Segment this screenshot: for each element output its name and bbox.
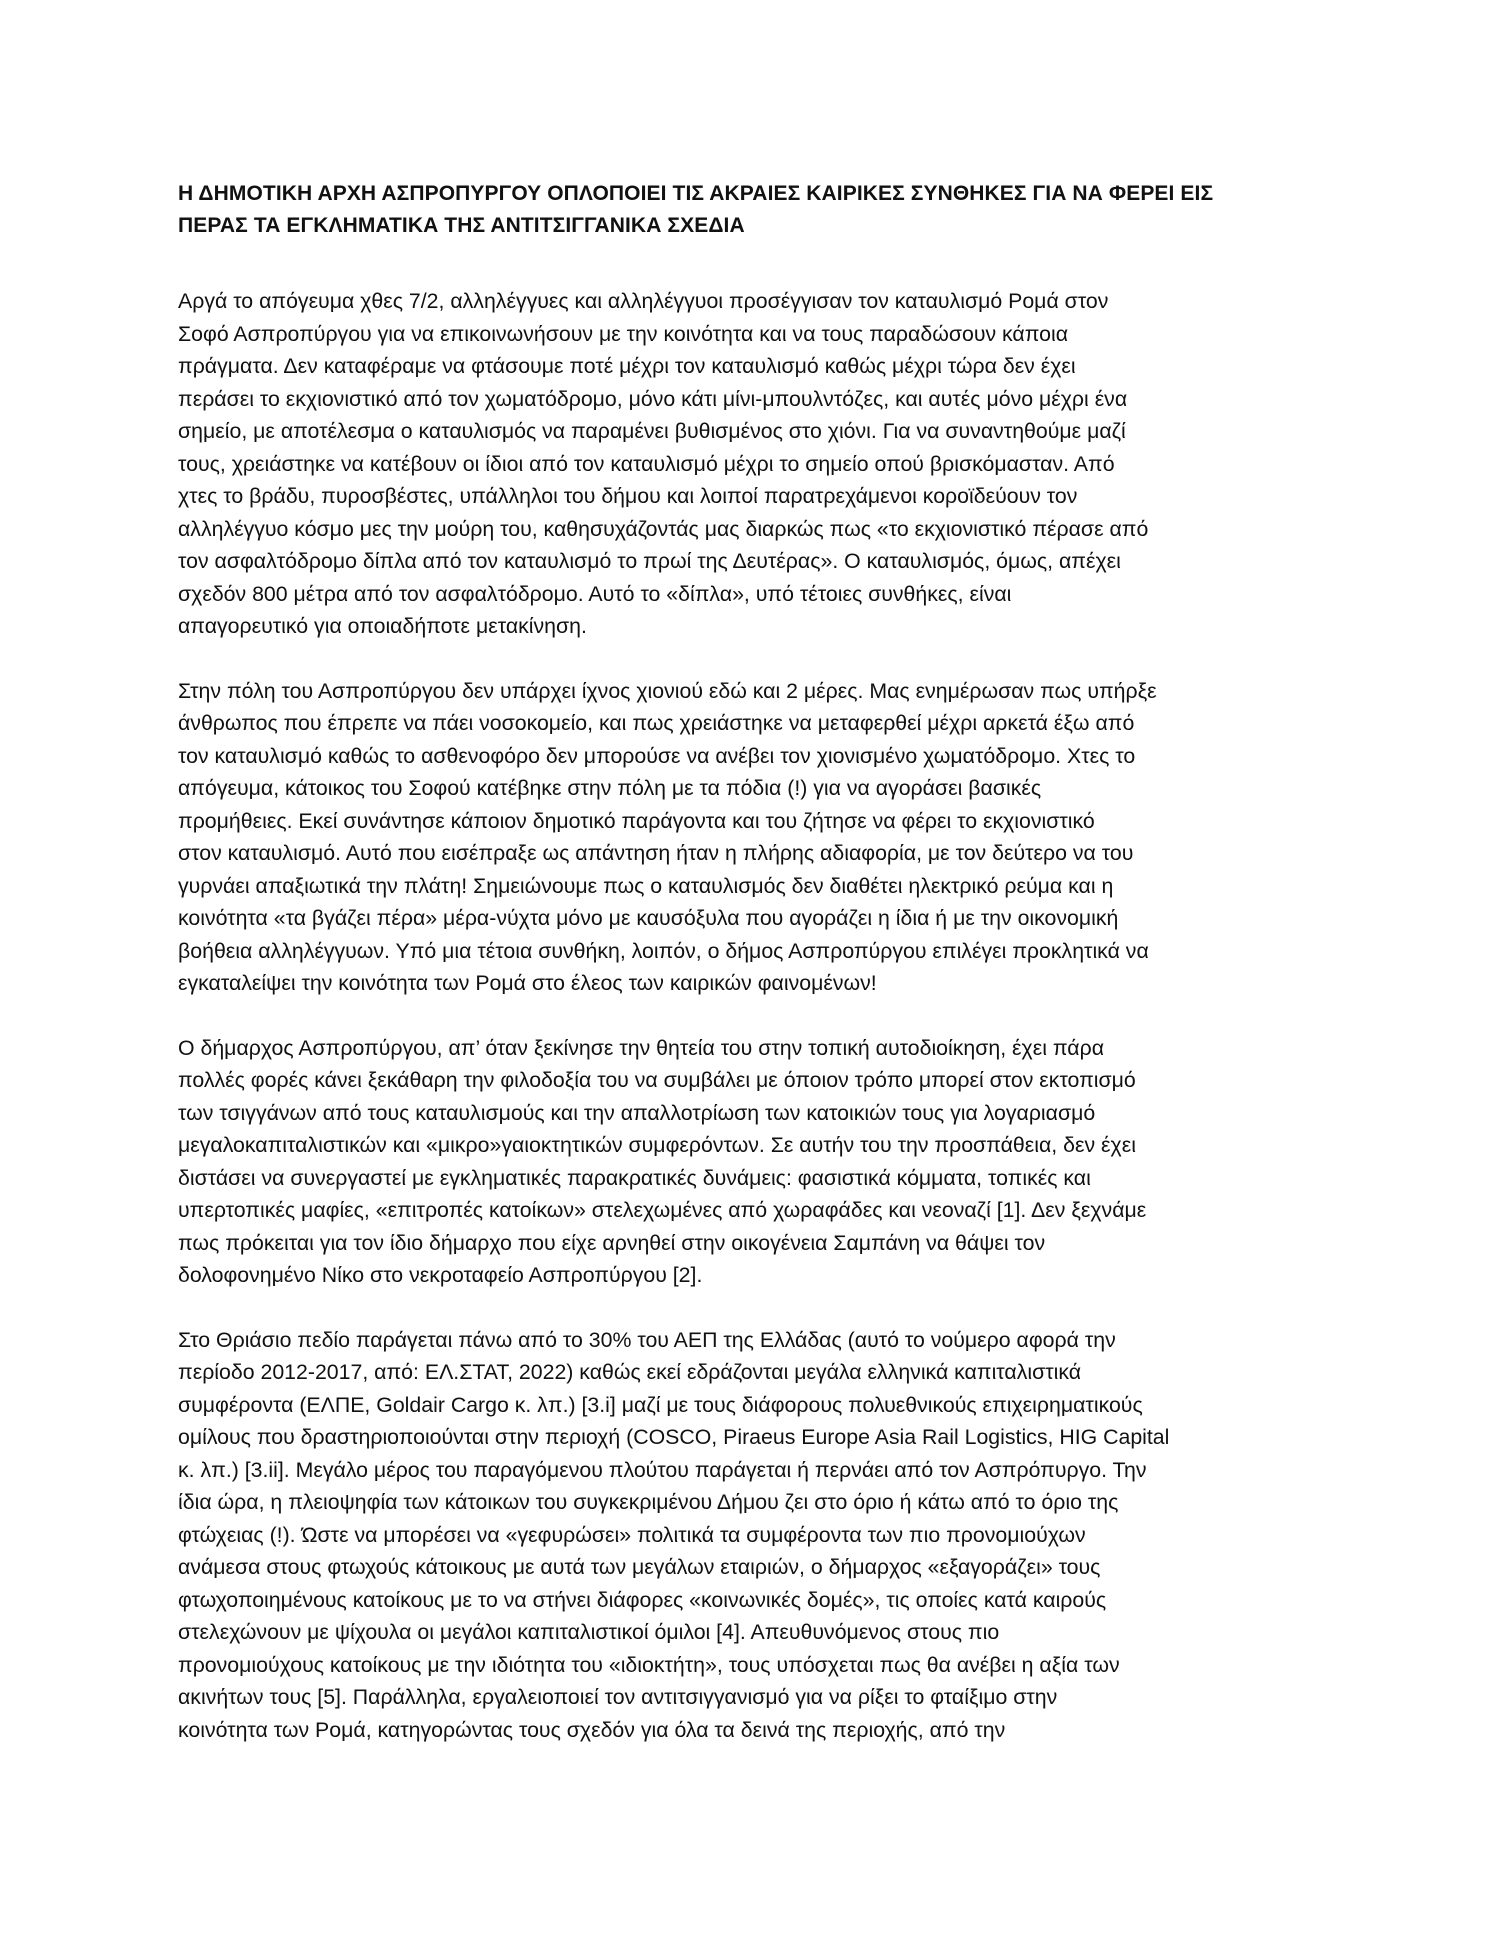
paragraph-line: πράγματα. Δεν καταφέραμε να φτάσουμε ποτέ μέχρι τον καταυλισμό καθώς μέχρι τώρα δεν έχει (178, 354, 1076, 378)
paragraph-line: πολλές φορές κάνει ξεκάθαρη την φιλοδοξία του να συμβάλει με όποιον τρόπο μπορεί στον εκτοπισμό (178, 1068, 1136, 1092)
paragraph-line: Ο δήμαρχος Ασπροπύργου, απ’ όταν ξεκίνησε την θητεία του στην τοπική αυτοδιοίκηση, έχει πάρα (178, 1035, 1105, 1060)
paragraph-line: άνθρωπος που έπρεπε να πάει νοσοκομείο, και πως χρειάστηκε να μεταφερθεί μέχρι αρκετά έξω από (178, 711, 1135, 735)
paragraph (178, 285, 1324, 643)
document-body (178, 285, 1324, 1746)
paragraph-line: αλληλέγγυο κόσμο μες την μούρη του, καθησυχάζοντάς μας διαρκώς πως «το εκχιονιστικό πέρασε από (178, 516, 1149, 541)
paragraph-line: ανάμεσα στους φτωχούς κάτοικους με αυτά των μεγάλων εταιριών, ο δήμαρχος «εξαγοράζει» τους (178, 1555, 1101, 1579)
paragraph-line: Στο Θριάσιο πεδίο παράγεται πάνω από το 30% του ΑΕΠ της Ελλάδας (αυτό το νούμερο αφορά την (178, 1327, 1116, 1352)
paragraph-line: ακινήτων τους [5]. Παράλληλα, εργαλειοποιεί τον αντιτσιγγανισμό για να ρίξει το φταίξιμο στην (178, 1685, 1058, 1709)
document-title (178, 178, 1324, 242)
paragraph-line: απόγευμα, κάτοικος του Σοφού κατέβηκε στην πόλη με τα πόδια (!) για να αγοράσει βασικές (178, 776, 1042, 800)
paragraph-line: εγκαταλείψει την κοινότητα των Ρομά στο έλεος των καιρικών φαινομένων! (178, 971, 877, 995)
paragraph-line: σημείο, με αποτέλεσμα ο καταυλισμός να παραμένει βυθισμένος στο χιόνι. Για να συναντηθούμε μαζί (178, 419, 1126, 443)
paragraph-line: τον ασφαλτόδρομο δίπλα από τον καταυλισμό το πρωί της Δευτέρας». Ο καταυλισμός, όμως, απέχει (178, 549, 1121, 573)
paragraph-line: πως πρόκειται για τον ίδιο δήμαρχο που είχε αρνηθεί στην οικογένεια Σαμπάνη να θάψει τον (178, 1230, 1046, 1255)
paragraph-line: στον καταυλισμό. Αυτό που εισέπραξε ως απάντηση ήταν η πλήρης αδιαφορία, με τον δεύτερο να του (178, 841, 1134, 865)
paragraph-line: βοήθεια αλληλέγγυων. Υπό μια τέτοια συνθήκη, λοιπόν, ο δήμος Ασπροπύργου επιλέγει προκλητικά να (178, 938, 1149, 963)
paragraph-line: διστάσει να συνεργαστεί με εγκληματικές παρακρατικές δυνάμεις: φασιστικά κόμματα, τοπικές και (178, 1165, 1091, 1190)
paragraph-line: ίδια ώρα, η πλειοψηφία των κάτοικων του συγκεκριμένου Δήμου ζει στο όριο ή κάτω από το όριο της (178, 1490, 1119, 1514)
paragraph-line: φτωχοποιημένους κατοίκους με το να στήνει διάφορες «κοινωνικές δομές», τις οποίες κατά καιρούς (178, 1587, 1107, 1612)
paragraph-line: των τσιγγάνων από τους καταυλισμούς και την απαλλοτρίωση των κατοικιών τους για λογαριασμό (178, 1100, 1096, 1125)
paragraph-line: περάσει το εκχιονιστικό από τον χωματόδρομο, μόνο κάτι μίνι-μπουλντόζες, και αυτές μόνο μέχρι ένα (178, 386, 1128, 411)
paragraph (178, 1324, 1324, 1747)
paragraph-line: κοινότητα των Ρομά, κατηγορώντας τους σχεδόν για όλα τα δεινά της περιοχής, από την (178, 1717, 1006, 1742)
paragraph-line: περίοδο 2012-2017, από: ΕΛ.ΣΤΑΤ, 2022) καθώς εκεί εδράζονται μεγάλα ελληνικά καπιταλιστικά (178, 1360, 1082, 1384)
paragraph-line: Σοφό Ασπροπύργου για να επικοινωνήσουν με την κοινότητα και να τους παραδώσουν κάποια (178, 321, 1069, 346)
paragraph-line: μεγαλοκαπιταλιστικών και «μικρο»γαιοκτητικών συμφερόντων. Σε αυτήν του την προσπάθεια, δεν έχει (178, 1133, 1136, 1157)
paragraph-line: δολοφονημένο Νίκο στο νεκροταφείο Ασπροπύργου [2]. (178, 1263, 703, 1287)
paragraph-line: υπερτοπικές μαφίες, «επιτροπές κατοίκων» στελεχωμένες από χωραφάδες και νεοναζί [1]. Δεν ξεχνάμε (178, 1198, 1147, 1222)
paragraph (178, 675, 1324, 1000)
paragraph-line: φτώχειας (!). Ώστε να μπορέσει να «γεφυρώσει» πολιτικά τα συμφέροντα των πιο προνομιούχων (178, 1522, 1086, 1547)
title-line: Η ΔΗΜΟΤΙΚΗ ΑΡΧΗ ΑΣΠΡΟΠΥΡΓΟΥ ΟΠΛΟΠΟΙΕΙ ΤΙΣ ΑΚΡΑΙΕΣ ΚΑΙΡΙΚΕΣ ΣΥΝΘΗΚΕΣ ΓΙΑ ΝΑ ΦΕΡΕΙ ΕΙΣ (178, 182, 1214, 205)
paragraph-line: απαγορευτικό για οποιαδήποτε μετακίνηση. (178, 614, 587, 638)
document-page (178, 178, 1324, 1778)
paragraph-line: τους, χρειάστηκε να κατέβουν οι ίδιοι από τον καταυλισμό μέχρι το σημείο οπού βρισκόμασταν. Από (178, 451, 1115, 476)
paragraph-line: Στην πόλη του Ασπροπύργου δεν υπάρχει ίχνος χιονιού εδώ και 2 μέρες. Μας ενημέρωσαν πως υπήρξε (178, 678, 1157, 703)
paragraph-line: τον καταυλισμό καθώς το ασθενοφόρο δεν μπορούσε να ανέβει τον χιονισμένο χωματόδρομο. Χτες το (178, 743, 1136, 768)
paragraph-line: προνομιούχους κατοίκους με την ιδιότητα του «ιδιοκτήτη», τους υπόσχεται πως θα ανέβει η αξία των (178, 1652, 1120, 1677)
paragraph-line: ομίλους που δραστηριοποιούνται στην περιοχή (COSCO, Piraeus Europe Asia Rail Logistics, HIG Capital (178, 1425, 1170, 1449)
paragraph-line: στελεχώνουν με ψίχουλα οι μεγάλοι καπιταλιστικοί όμιλοι [4]. Απευθυνόμενος στους πιο (178, 1620, 1000, 1644)
paragraph-line: γυρνάει απαξιωτικά την πλάτη! Σημειώνουμε πως ο καταυλισμός δεν διαθέτει ηλεκτρικό ρεύμα και η (178, 873, 1114, 898)
paragraph-line: χτες το βράδυ, πυροσβέστες, υπάλληλοι του δήμου και λοιποί παρατρεχάμενοι κοροϊδεύουν τον (178, 484, 1078, 508)
paragraph (178, 1032, 1324, 1292)
paragraph-line: προμήθειες. Εκεί συνάντησε κάποιον δημοτικό παράγοντα και του ζήτησε να φέρει το εκχιονιστικό (178, 808, 1095, 833)
paragraph-line: κ. λπ.) [3.ii]. Μεγάλο μέρος του παραγόμενου πλούτου παράγεται ή περνάει από τον Ασπρόπυργο. Την (178, 1457, 1147, 1482)
paragraph-line: κοινότητα «τα βγάζει πέρα» μέρα-νύχτα μόνο με καυσόξυλα που αγοράζει η ίδια ή με την οικονομική (178, 906, 1119, 930)
paragraph-line: σχεδόν 800 μέτρα από τον ασφαλτόδρομο. Αυτό το «δίπλα», υπό τέτοιες συνθήκες, είναι (178, 581, 1012, 606)
paragraph-line: Αργά το απόγευμα χθες 7/2, αλληλέγγυες και αλληλέγγυοι προσέγγισαν τον καταυλισμό Ρομά στον (178, 289, 1109, 313)
title-line: ΠΕΡΑΣ ΤΑ ΕΓΚΛΗΜΑΤΙΚΑ ΤΗΣ ΑΝΤΙΤΣΙΓΓΑΝΙΚΑ ΣΧΕΔΙΑ (178, 214, 745, 237)
paragraph-line: συμφέροντα (ΕΛΠΕ, Goldair Cargo κ. λπ.) [3.i] μαζί με τους διάφορους πολυεθνικούς επιχειρηματικούς (178, 1392, 1143, 1417)
